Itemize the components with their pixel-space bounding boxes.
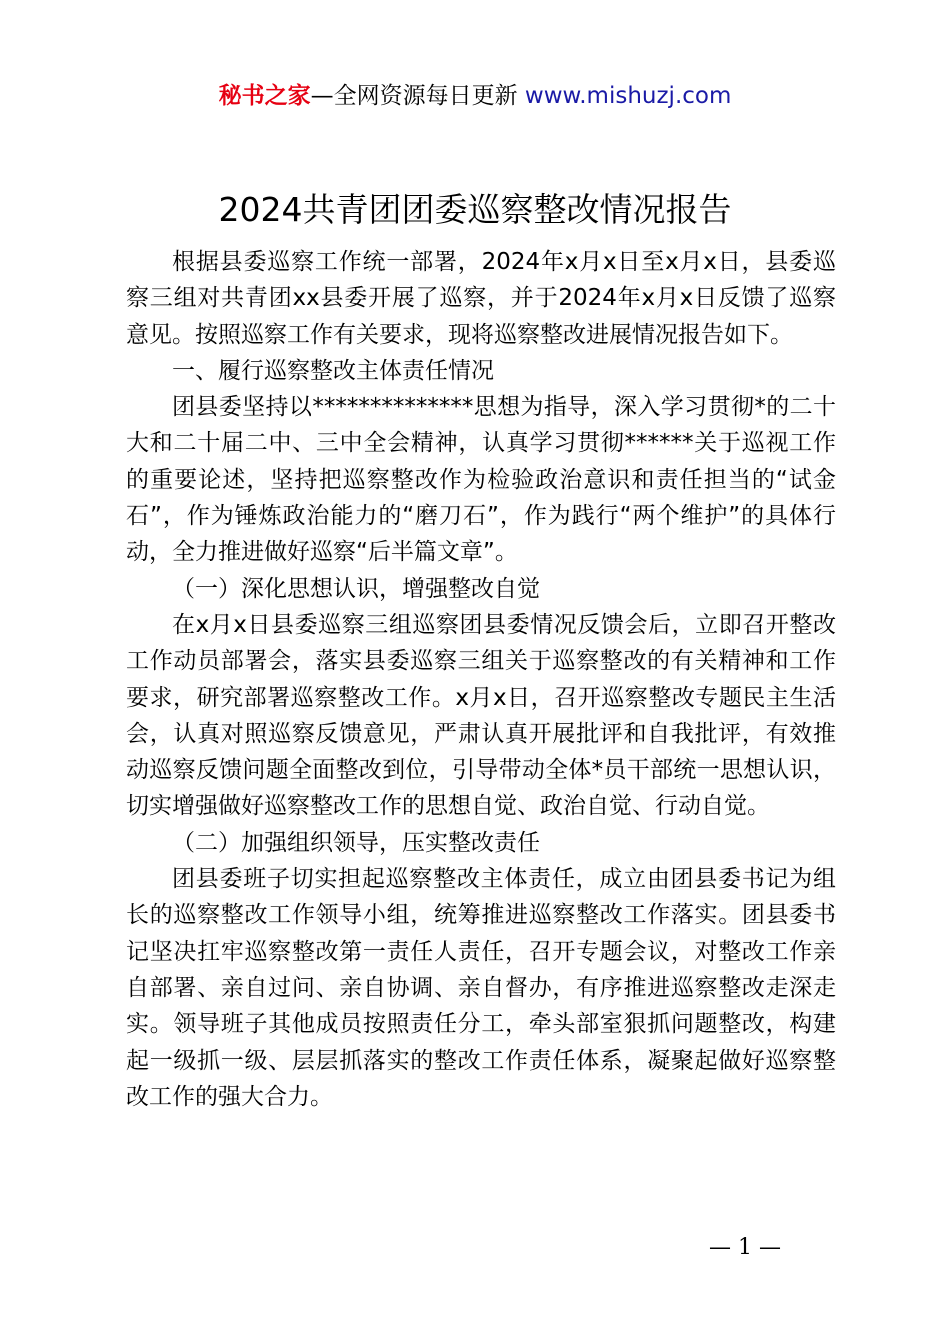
site-banner [0, 80, 950, 112]
document-title: 2024共青团团委巡察整改情况报告 [218, 190, 732, 229]
banner-url: www.mishuzj.com [524, 83, 732, 109]
intro-paragraph: 根据县委巡察工作统一部署，2024年x月x日至x月x日，县委巡察三组对共青团xx县委开展了巡察，并于2024年x月x日反馈了巡察意见。按照巡察工作有关要求，现将巡察整改进展情况报告如下。 [126, 249, 836, 348]
banner-slogan: —全网资源每日更新 [310, 83, 518, 109]
brand-name: 秘书之家 [218, 83, 311, 109]
document-body [126, 244, 836, 1115]
section-heading-1: 一、履行巡察整改主体责任情况 [172, 357, 494, 384]
subsection-1-paragraph: 在x月x日县委巡察三组巡察团县委情况反馈会后，立即召开整改工作动员部署会，落实县委巡察三组关于巡察整改的有关精神和工作要求，研究部署巡察整改工作。x月x日，召开巡察整改专题民主生活会，认真对照巡察反馈意见，严肃认真开展批评和自我批评，有效推动巡察反馈问题全面整改到位，引导带动全体*员干部统一思想认识，切实增强做好巡察整改工作的思想自觉、政治自觉、行动自觉。 [126, 611, 836, 820]
page-number: — 1 — [709, 1235, 781, 1260]
subsection-heading-2: （二）加强组织领导，压实整改责任 [172, 829, 540, 856]
subsection-2-paragraph: 团县委班子切实担起巡察整改主体责任，成立由团县委书记为组长的巡察整改工作领导小组，统筹推进巡察整改工作落实。团县委书记坚决扛牢巡察整改第一责任人责任，召开专题会议，对整改工作亲自部署、亲自过问、亲自协调、亲自督办，有序推进巡察整改走深走实。领导班子其他成员按照责任分工，牵头部室狠抓问题整改，构建起一级抓一级、层层抓落实的整改工作责任体系，凝聚起做好巡察整改工作的强大合力。 [126, 866, 836, 1110]
subsection-heading-1: （一）深化思想认识，增强整改自觉 [172, 575, 540, 602]
section-1-paragraph: 团县委坚持以**************思想为指导，深入学习贯彻*的二十大和二十届二中、三中全会精神，认真学习贯彻******关于巡视工作的重要论述，坚持把巡察整改作为检验政治意识和责任担当的“试金石”，作为锤炼政治能力的“磨刀石”，作为践行“两个维护”的具体行动，全力推进做好巡察“后半篇文章”。 [126, 394, 836, 566]
